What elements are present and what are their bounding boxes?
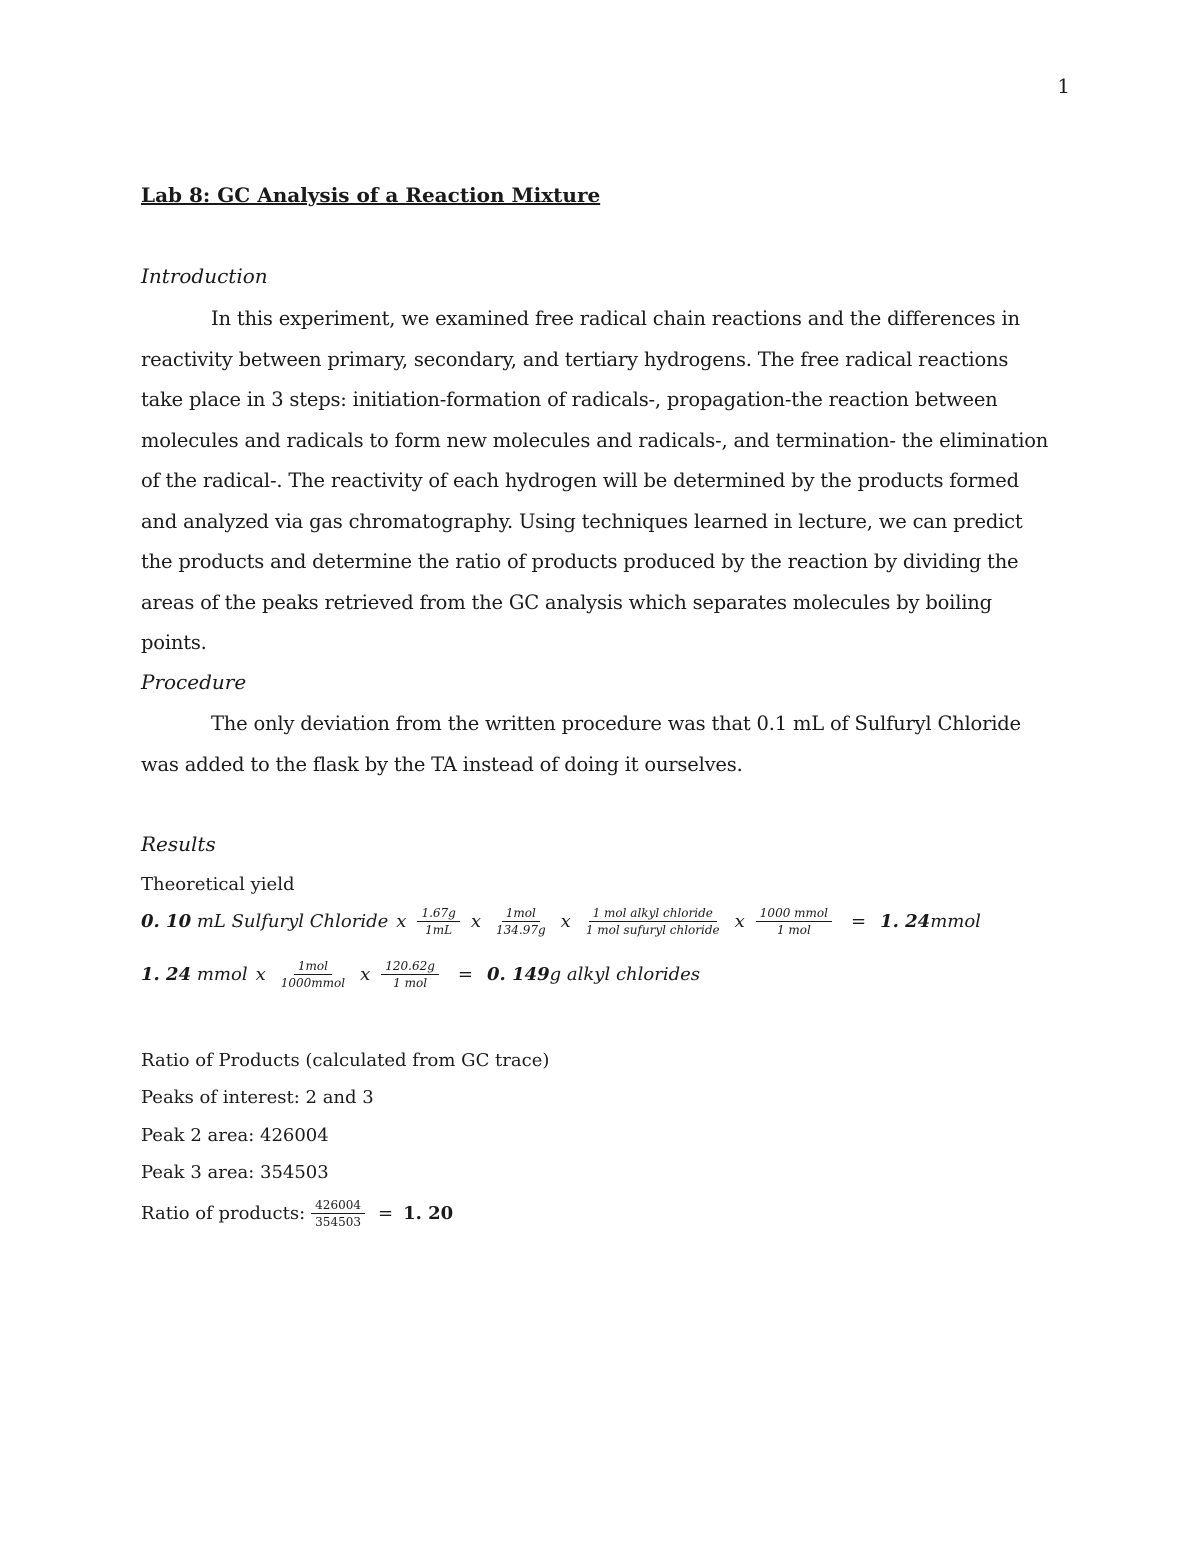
results-heading: Results <box>141 832 216 856</box>
eq1-times-3: x <box>560 911 571 932</box>
eq2-start-value: 1. 24 <box>141 964 192 985</box>
theoretical-yield-equation-1 <box>141 906 981 937</box>
eq1-f2-denominator: 134.97g <box>496 923 546 937</box>
eq1-start-unit: mL Sulfuryl Chloride <box>196 911 389 932</box>
ratio-value: 1. 20 <box>403 1203 454 1224</box>
eq2-equals: = <box>457 964 474 985</box>
introduction-paragraph <box>141 299 1056 664</box>
eq2-fraction-mmol <box>277 959 349 990</box>
eq1-start-value: 0. 10 <box>141 911 192 932</box>
eq2-times-2: x <box>360 964 371 985</box>
document-title: Lab 8: GC Analysis of a Reaction Mixture <box>141 183 601 207</box>
theoretical-yield-label: Theoretical yield <box>141 874 295 895</box>
eq1-fraction-mmol <box>756 906 832 937</box>
eq1-f1-numerator: 1.67g <box>417 906 459 922</box>
procedure-paragraph <box>141 704 1056 785</box>
eq2-f2-numerator: 120.62g <box>381 959 439 975</box>
eq2-start-unit: mmol <box>196 964 248 985</box>
ratio-equals: = <box>377 1203 394 1224</box>
introduction-heading: Introduction <box>141 264 268 288</box>
eq1-fraction-mole-ratio <box>582 906 724 937</box>
eq2-f1-denominator: 1000mmol <box>280 976 346 990</box>
introduction-text: In this experiment, we examined free radical chain reactions and the differences in reactivity between primary, secondary, and tertiary hydrogens. The free radical reactions take place in 3 steps: initiation-formation of radicals-, propagation-the reaction between molecules and radicals to form new molecules and radicals-, and termination- the elimination of the radical-. The reactivity of each hydrogen will be determined by the products formed and analyzed via gas chromatography. Using techniques learned in lecture, we can predict the products and determine the ratio of products produced by the reaction by dividing the areas of the peaks retrieved from the GC analysis which separates molecules by boiling points. <box>141 307 1049 654</box>
peak-3-area: Peak 3 area: 354503 <box>141 1162 329 1183</box>
peak-2-area: Peak 2 area: 426004 <box>141 1125 329 1146</box>
ratio-denominator: 354503 <box>315 1215 361 1229</box>
eq1-f2-numerator: 1mol <box>502 906 540 922</box>
eq1-times-1: x <box>396 911 407 932</box>
ratio-numerator: 426004 <box>311 1198 365 1214</box>
procedure-heading: Procedure <box>141 670 247 694</box>
eq2-result-value: 0. 149 <box>487 964 550 985</box>
page-number: 1 <box>1057 74 1070 98</box>
eq1-times-2: x <box>470 911 481 932</box>
ratio-of-products-label: Ratio of Products (calculated from GC trace) <box>141 1050 550 1071</box>
eq1-result-value: 1. 24 <box>880 911 931 932</box>
eq1-f3-numerator: 1 mol alkyl chloride <box>589 906 717 922</box>
ratio-of-products-equation <box>141 1198 453 1229</box>
ratio-prefix: Ratio of products: <box>141 1203 306 1224</box>
eq2-fraction-molar-mass <box>381 959 439 990</box>
peaks-of-interest: Peaks of interest: 2 and 3 <box>141 1087 374 1108</box>
eq1-f4-denominator: 1 mol <box>776 923 811 937</box>
theoretical-yield-equation-2 <box>141 959 700 990</box>
eq2-f2-denominator: 1 mol <box>393 976 428 990</box>
eq1-f3-denominator: 1 mol sufuryl chloride <box>585 923 720 937</box>
eq2-f1-numerator: 1mol <box>294 959 332 975</box>
eq1-result-unit: mmol <box>930 911 981 932</box>
eq2-times-1: x <box>255 964 266 985</box>
eq1-fraction-density <box>417 906 459 937</box>
ratio-fraction <box>311 1198 365 1229</box>
eq1-times-4: x <box>734 911 745 932</box>
eq1-fraction-molar-mass <box>492 906 550 937</box>
procedure-text: The only deviation from the written procedure was that 0.1 mL of Sulfuryl Chloride was added to the flask by the TA instead of doing it ourselves. <box>141 712 1021 776</box>
eq1-f1-denominator: 1mL <box>425 923 453 937</box>
eq2-result-unit: g alkyl chlorides <box>549 964 700 985</box>
eq1-f4-numerator: 1000 mmol <box>756 906 832 922</box>
eq1-equals: = <box>850 911 867 932</box>
